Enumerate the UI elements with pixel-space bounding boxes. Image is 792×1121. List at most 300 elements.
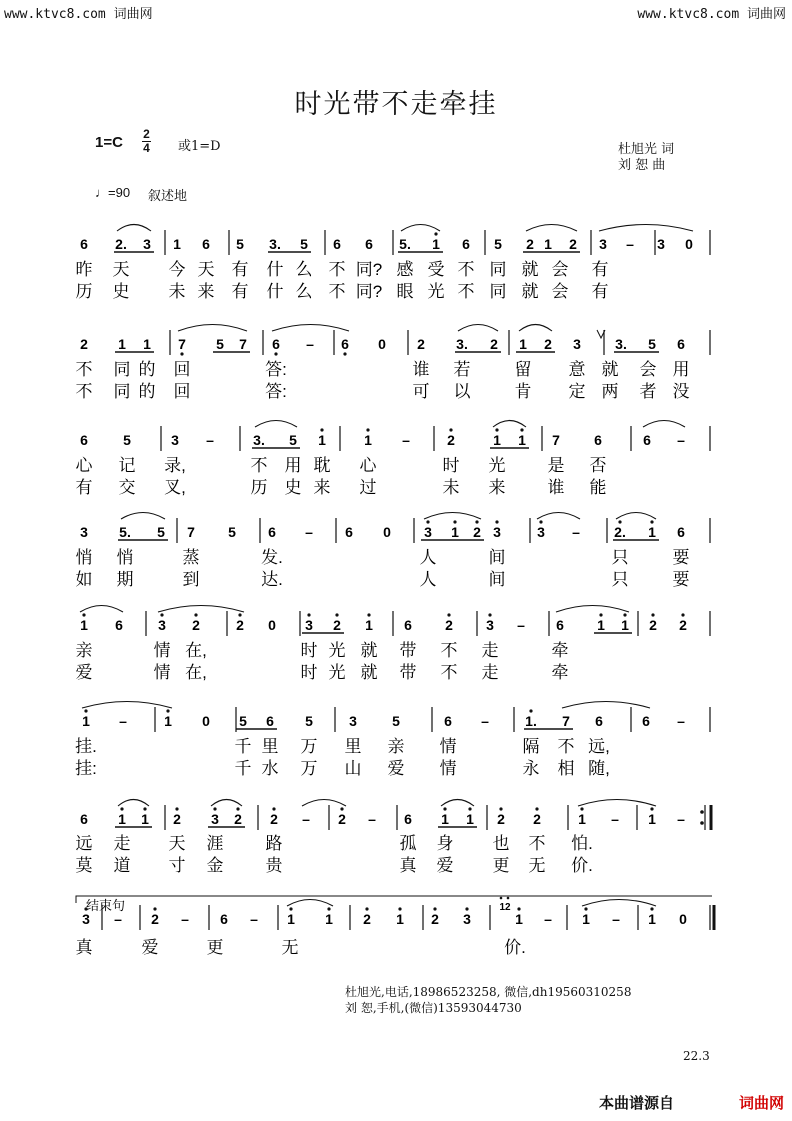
note: – xyxy=(572,524,580,540)
lyric-verse1: 爱 xyxy=(141,938,159,957)
score-row xyxy=(76,611,711,682)
note: 6 xyxy=(266,713,274,729)
lyric-verse2: 有 xyxy=(75,478,93,497)
octave-dot-high xyxy=(166,709,169,712)
note: 3 xyxy=(211,811,219,827)
note: – xyxy=(119,713,127,729)
lyric-verse1: 更 xyxy=(206,938,224,957)
note: 6 xyxy=(333,236,341,252)
lyric-verse2: 道 xyxy=(113,856,131,875)
note: – xyxy=(612,911,620,927)
octave-dot-high xyxy=(475,520,478,523)
slur xyxy=(302,800,346,807)
note: 3 xyxy=(80,524,88,540)
lyric-verse1: 否 xyxy=(589,456,607,475)
lyric-verse1: 涯 xyxy=(206,834,224,853)
lyric-verse2: 只 xyxy=(611,570,629,589)
lyric-verse1: 情 xyxy=(153,641,171,660)
lyric-verse2: 不 xyxy=(440,663,458,682)
contact-composer: 刘 恕,手机,(微信)13593044730 xyxy=(345,1001,522,1015)
note: 5 xyxy=(300,236,308,252)
slur xyxy=(211,800,242,807)
note: 1 xyxy=(648,911,656,927)
octave-dot-high xyxy=(681,613,684,616)
octave-dot-high xyxy=(327,907,330,910)
expression-mark: 叙述地 xyxy=(148,189,188,204)
octave-dot-high xyxy=(488,613,491,616)
lyric-verse2: 千 xyxy=(234,759,252,778)
note: 6 xyxy=(202,236,210,252)
lyric-verse1: 光 xyxy=(328,641,346,660)
lyric-verse1: 价. xyxy=(504,938,526,957)
lyric-verse1: 光 xyxy=(488,456,506,475)
lyric-verse1: 时 xyxy=(300,641,318,660)
note: – xyxy=(677,432,685,448)
note: 6 xyxy=(677,524,685,540)
lyric-verse2: 可 xyxy=(412,382,430,401)
note: – xyxy=(544,911,552,927)
lyric-verse2: 同? xyxy=(355,282,383,301)
lyric-verse2: 爱 xyxy=(387,759,405,778)
lyric-verse2: 同 xyxy=(489,282,507,301)
note: 1 xyxy=(648,811,656,827)
note: 5 xyxy=(289,432,297,448)
octave-dot-high xyxy=(468,807,471,810)
note: 5 xyxy=(239,713,247,729)
time-top: 2 xyxy=(143,127,150,141)
note: – xyxy=(368,811,376,827)
slur xyxy=(537,513,580,520)
lyric-verse2: 谁 xyxy=(547,478,565,497)
lyric-verse2: 来 xyxy=(488,478,506,497)
octave-dot-high xyxy=(580,807,583,810)
contact-lyricist: 杜旭光,电话,18986523258, 微信,dh19560310258 xyxy=(345,985,632,999)
slur xyxy=(117,225,151,232)
note: – xyxy=(206,432,214,448)
octave-dot-high xyxy=(143,807,146,810)
date-mark: 22.3 xyxy=(683,1049,710,1063)
note: – xyxy=(302,811,310,827)
note: – xyxy=(517,617,525,633)
lyric-verse1: 今 xyxy=(168,260,186,279)
note: 0 xyxy=(679,911,687,927)
lyric-verse2: 间 xyxy=(488,570,506,589)
note: 1 xyxy=(164,713,172,729)
lyric-verse2: 就 xyxy=(521,282,539,301)
note: 7 xyxy=(178,336,186,352)
octave-dot-high xyxy=(82,613,85,616)
note: 6 xyxy=(595,713,603,729)
lyric-verse1: 记 xyxy=(118,456,136,475)
slur xyxy=(272,325,349,332)
note: 2 xyxy=(236,617,244,633)
note: 2 xyxy=(526,236,534,252)
note: 2 xyxy=(338,811,346,827)
note: 3 xyxy=(82,911,90,927)
slur xyxy=(80,606,123,613)
lyric-verse2: 来 xyxy=(313,478,331,497)
octave-dot-high xyxy=(500,897,503,900)
note: 5 xyxy=(494,236,502,252)
note: 6 xyxy=(80,811,88,827)
slur xyxy=(458,325,498,332)
octave-dot-high xyxy=(465,907,468,910)
note: 1 xyxy=(466,811,474,827)
lyric-verse1: 里 xyxy=(261,737,279,756)
octave-dot-high xyxy=(453,520,456,523)
octave-dot-high xyxy=(650,907,653,910)
score-row xyxy=(76,426,711,497)
note: 6 xyxy=(594,432,602,448)
octave-dot-high xyxy=(495,520,498,523)
grace-notes: 12 xyxy=(499,902,511,913)
note: 6 xyxy=(365,236,373,252)
octave-dot-low xyxy=(274,352,277,355)
note: 6 xyxy=(115,617,123,633)
octave-dot-high xyxy=(289,907,292,910)
note: 5. xyxy=(119,524,131,540)
note: – xyxy=(402,432,410,448)
octave-dot-high xyxy=(443,807,446,810)
lyric-verse2: 什 xyxy=(266,282,284,301)
note: 5 xyxy=(228,524,236,540)
note: 6 xyxy=(642,713,650,729)
note: 7 xyxy=(239,336,247,352)
octave-dot-high xyxy=(213,807,216,810)
lyric-verse2: 未 xyxy=(442,478,460,497)
octave-dot-high xyxy=(398,907,401,910)
song-title: 时光带不走牵挂 xyxy=(294,89,498,120)
note: 1 xyxy=(143,336,151,352)
lyric-verse1: 里 xyxy=(344,737,362,756)
lyricist-credit: 杜旭光 词 xyxy=(618,142,675,157)
note: 1 xyxy=(648,524,656,540)
octave-dot-high xyxy=(520,428,523,431)
lyric-verse2: 莫 xyxy=(75,856,93,875)
note: 6 xyxy=(462,236,470,252)
lyric-verse1: 同? xyxy=(355,260,383,279)
lyric-verse1: 身 xyxy=(436,834,454,853)
lyric-verse2: 万 xyxy=(300,759,318,778)
site-name-left: 词曲网 xyxy=(113,7,153,22)
note: 6 xyxy=(643,432,651,448)
lyric-verse2: 更 xyxy=(492,856,510,875)
lyric-verse2: 贵 xyxy=(265,856,283,875)
note: 1 xyxy=(141,811,149,827)
lyric-verse1: 有 xyxy=(231,260,249,279)
note: – xyxy=(250,911,258,927)
lyric-verse1: 感 xyxy=(396,260,414,279)
octave-dot-high xyxy=(426,520,429,523)
slur xyxy=(578,800,656,807)
lyric-verse1: 什 xyxy=(266,260,284,279)
note: 6 xyxy=(404,811,412,827)
note: 1 xyxy=(582,911,590,927)
note: 6 xyxy=(220,911,228,927)
lyric-verse1: 远, xyxy=(588,737,610,756)
lyric-verse1: 不 xyxy=(457,260,475,279)
ending-label: 结束句 xyxy=(86,898,126,913)
note: 1 xyxy=(318,432,326,448)
lyric-verse1: 回 xyxy=(173,360,191,379)
note: 5 xyxy=(236,236,244,252)
note: 3 xyxy=(305,617,313,633)
lyric-verse2: 眼 xyxy=(396,282,414,301)
octave-dot-high xyxy=(529,709,532,712)
note: 6 xyxy=(80,432,88,448)
time-bottom: 4 xyxy=(143,141,150,155)
note: 5 xyxy=(157,524,165,540)
note: 6 xyxy=(556,617,564,633)
lyric-verse2: 寸 xyxy=(168,856,186,875)
lyric-verse2: 有 xyxy=(231,282,249,301)
site-name-right: 词曲网 xyxy=(746,7,786,22)
lyric-verse2: 价. xyxy=(571,856,593,875)
note: 1 xyxy=(118,336,126,352)
note: 1 xyxy=(578,811,586,827)
note: 1 xyxy=(325,911,333,927)
source-brand[interactable]: 词曲网 xyxy=(738,1094,784,1112)
octave-dot-high xyxy=(433,907,436,910)
note: 2 xyxy=(679,617,687,633)
lyric-verse1: 远 xyxy=(75,834,93,853)
note: 1 xyxy=(364,432,372,448)
lyric-verse1: 会 xyxy=(551,260,569,279)
lyric-verse2: 者 xyxy=(639,382,657,401)
lyric-verse2: 时 xyxy=(300,663,318,682)
octave-dot-high xyxy=(120,807,123,810)
note: 1 xyxy=(519,336,527,352)
lyric-verse1: 亲 xyxy=(387,737,405,756)
note: 3. xyxy=(456,336,468,352)
lyric-verse1: 心 xyxy=(75,456,93,475)
slur xyxy=(255,421,297,428)
lyric-verse2: 定 xyxy=(568,382,586,401)
note: 3. xyxy=(253,432,265,448)
octave-dot-high xyxy=(499,807,502,810)
lyric-verse2: 爱 xyxy=(75,663,93,682)
lyric-verse2: 过 xyxy=(359,478,377,497)
lyric-verse1: 不 xyxy=(440,641,458,660)
slur xyxy=(158,606,244,613)
lyric-verse2: 山 xyxy=(344,759,362,778)
note: 1 xyxy=(396,911,404,927)
note: 1 xyxy=(544,236,552,252)
slur xyxy=(441,800,474,807)
lyric-verse1: 不 xyxy=(328,260,346,279)
slur xyxy=(562,702,650,709)
lyric-verse1: 悄 xyxy=(116,548,134,567)
octave-dot-high xyxy=(320,428,323,431)
lyric-verse2: 历 xyxy=(250,478,268,497)
lyric-verse2: 如 xyxy=(75,570,93,589)
lyric-verse2: 不 xyxy=(457,282,475,301)
note: 1 xyxy=(515,911,523,927)
lyric-verse2: 来 xyxy=(197,282,215,301)
lyric-verse2: 金 xyxy=(206,856,224,875)
note: 3 xyxy=(143,236,151,252)
lyric-verse2: 走 xyxy=(481,663,499,682)
lyric-verse2: 肯 xyxy=(514,382,532,401)
lyric-verse1: 是 xyxy=(547,456,565,475)
lyric-verse1: 天 xyxy=(197,260,215,279)
octave-dot-high xyxy=(495,428,498,431)
lyric-verse2: 答: xyxy=(265,382,287,401)
note: 1 xyxy=(432,236,440,252)
note: 3. xyxy=(615,336,627,352)
octave-dot-high xyxy=(160,613,163,616)
lyric-verse1: 亲 xyxy=(75,641,93,660)
lyric-verse1: 不 xyxy=(528,834,546,853)
lyric-verse1: 在, xyxy=(185,641,207,660)
lyric-verse1: 意 xyxy=(568,360,586,379)
note: 0 xyxy=(268,617,276,633)
note: 1 xyxy=(82,713,90,729)
lyric-verse1: 录, xyxy=(164,456,186,475)
lyric-verse2: 交 xyxy=(118,478,136,497)
site-url-left[interactable]: www.ktvc8.com xyxy=(4,7,106,22)
octave-dot-high xyxy=(365,907,368,910)
note: 2. xyxy=(115,236,127,252)
note: 3 xyxy=(424,524,432,540)
note: 6 xyxy=(444,713,452,729)
lyric-verse1: 无 xyxy=(281,938,299,957)
note: 2 xyxy=(151,911,159,927)
lyric-verse1: 走 xyxy=(481,641,499,660)
key-signature: 1=C xyxy=(95,134,123,151)
lyric-verse2: 情 xyxy=(439,759,457,778)
lyric-verse2: 以 xyxy=(453,382,471,401)
lyric-verse2: 有 xyxy=(591,282,609,301)
lyric-verse1: 的 xyxy=(138,360,156,379)
note: – xyxy=(305,524,313,540)
note: 6 xyxy=(677,336,685,352)
lyric-verse1: 同 xyxy=(113,360,131,379)
note: 3 xyxy=(158,617,166,633)
lyric-verse2: 人 xyxy=(419,570,437,589)
lyric-verse2: 么 xyxy=(295,282,313,301)
lyric-verse1: 情 xyxy=(439,737,457,756)
note: 2 xyxy=(333,617,341,633)
lyric-verse1: 蒸 xyxy=(182,548,200,567)
lyric-verse2: 相 xyxy=(557,759,575,778)
note: 6 xyxy=(272,336,280,352)
note: 6 xyxy=(345,524,353,540)
repeat-dot xyxy=(700,821,704,825)
note: 5 xyxy=(305,713,313,729)
slur xyxy=(582,900,656,907)
note: – xyxy=(677,713,685,729)
note: 6 xyxy=(341,336,349,352)
note: 2 xyxy=(544,336,552,352)
slur xyxy=(121,513,165,520)
octave-dot-low xyxy=(180,352,183,355)
octave-dot-high xyxy=(194,613,197,616)
note: 0 xyxy=(383,524,391,540)
note: 2 xyxy=(649,617,657,633)
note: 2 xyxy=(445,617,453,633)
lyric-verse1: 走 xyxy=(113,834,131,853)
note: 2. xyxy=(614,524,626,540)
slur xyxy=(178,325,247,332)
lyric-verse1: 间 xyxy=(488,548,506,567)
score-row xyxy=(76,230,711,301)
lyric-verse1: 千 xyxy=(234,737,252,756)
note: 2 xyxy=(80,336,88,352)
note: – xyxy=(181,911,189,927)
lyric-verse2: 同 xyxy=(113,382,131,401)
note: 0 xyxy=(685,236,693,252)
lyric-verse1: 只 xyxy=(611,548,629,567)
octave-dot-high xyxy=(535,807,538,810)
lyric-verse2: 期 xyxy=(116,570,134,589)
note: – xyxy=(306,336,314,352)
lyric-verse1: 会 xyxy=(639,360,657,379)
lyric-verse1: 路 xyxy=(265,834,283,853)
note: 2 xyxy=(192,617,200,633)
lyric-verse1: 用 xyxy=(672,360,690,379)
lyric-verse1: 就 xyxy=(360,641,378,660)
lyric-verse1: 么 xyxy=(295,260,313,279)
lyric-verse2: 光 xyxy=(328,663,346,682)
note: 2 xyxy=(490,336,498,352)
slur xyxy=(82,702,172,709)
lyric-verse2: 的 xyxy=(138,382,156,401)
octave-dot-low xyxy=(343,352,346,355)
lyric-verse1: 答: xyxy=(265,360,287,379)
note: 0 xyxy=(378,336,386,352)
lyric-verse2: 达. xyxy=(261,570,283,589)
octave-dot-high xyxy=(507,897,510,900)
note: 3 xyxy=(493,524,501,540)
alt-key: 或1=D xyxy=(178,139,221,154)
lyric-verse1: 发. xyxy=(261,548,283,567)
note: – xyxy=(114,911,122,927)
note: 5 xyxy=(216,336,224,352)
slur xyxy=(599,225,693,232)
lyric-verse2: 不 xyxy=(328,282,346,301)
octave-dot-high xyxy=(153,907,156,910)
lyric-verse2: 光 xyxy=(427,282,445,301)
octave-dot-high xyxy=(84,709,87,712)
lyric-verse1: 谁 xyxy=(412,360,430,379)
note: 0 xyxy=(202,713,210,729)
note: 5 xyxy=(123,432,131,448)
note: 5 xyxy=(648,336,656,352)
note: 2 xyxy=(569,236,577,252)
lyric-verse2: 在, xyxy=(185,663,207,682)
octave-dot-high xyxy=(539,520,542,523)
lyric-verse2: 不 xyxy=(75,382,93,401)
lyric-verse1: 隔 xyxy=(522,737,540,756)
note: 1 xyxy=(287,911,295,927)
note: 1 xyxy=(518,432,526,448)
lyric-verse2: 史 xyxy=(284,478,302,497)
note: 3 xyxy=(599,236,607,252)
lyric-verse1: 天 xyxy=(112,260,130,279)
lyric-verse2: 史 xyxy=(112,282,130,301)
lyric-verse1: 若 xyxy=(453,360,471,379)
repeat-dot xyxy=(700,810,704,814)
slur xyxy=(616,513,656,520)
lyric-verse1: 心 xyxy=(359,456,377,475)
slur xyxy=(519,325,552,332)
lyric-verse2: 没 xyxy=(672,382,690,401)
score-row xyxy=(76,518,711,589)
octave-dot-high xyxy=(238,613,241,616)
octave-dot-high xyxy=(651,613,654,616)
site-url-right[interactable]: www.ktvc8.com xyxy=(637,7,740,22)
